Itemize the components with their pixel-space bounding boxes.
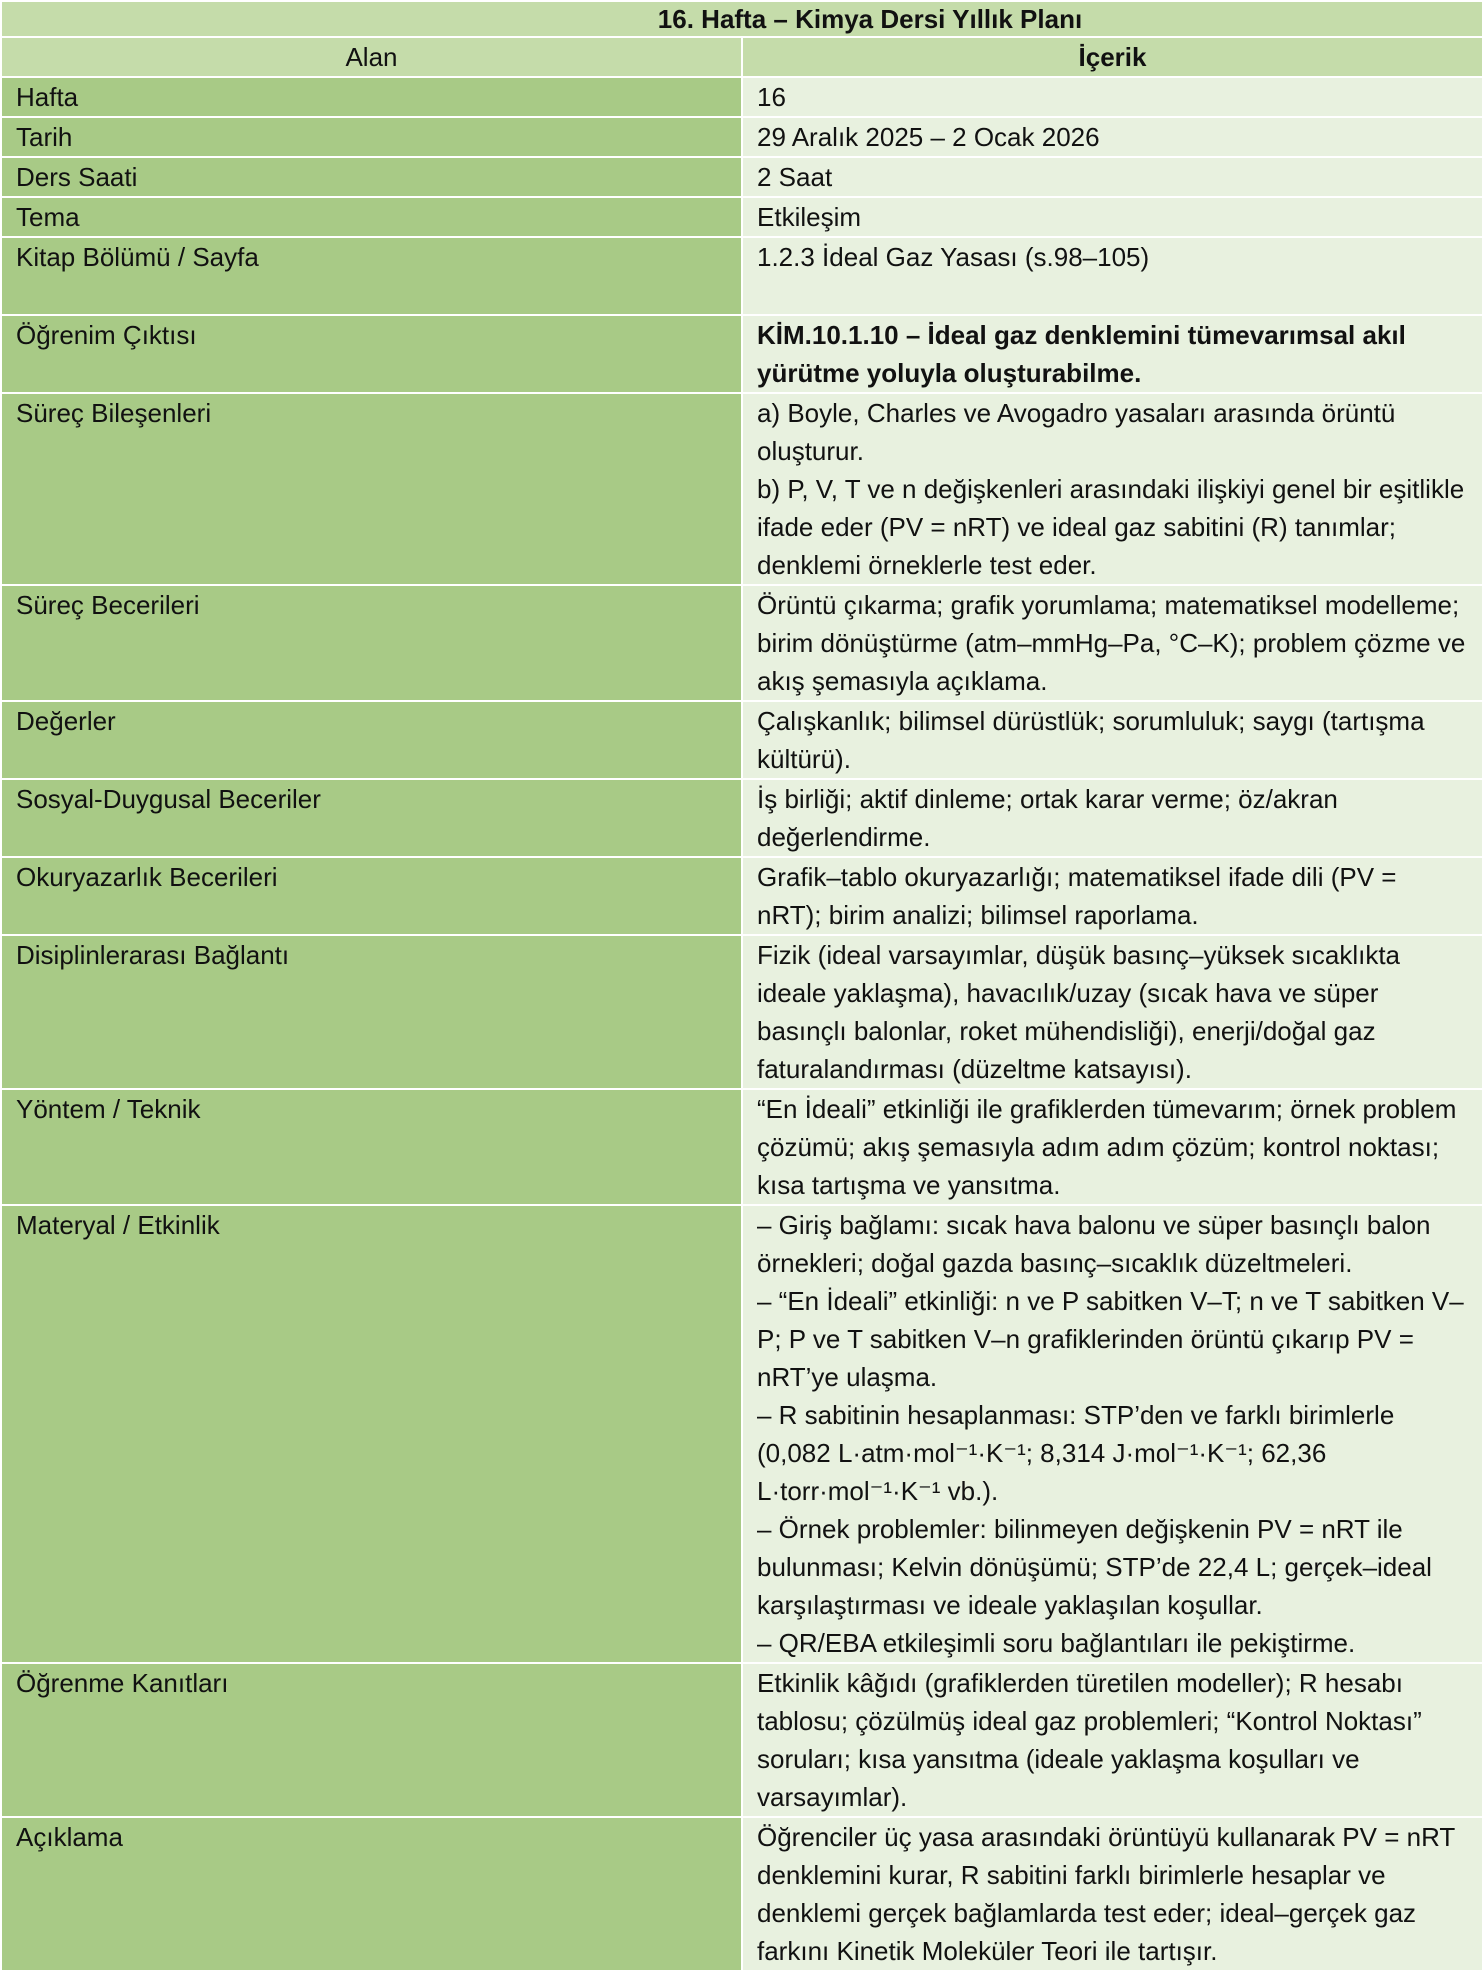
table-row bbox=[1, 157, 1483, 197]
row-value-degerler: Çalışkanlık; bilimsel dürüstlük; sorumluluk; saygı (tartışma kültürü). bbox=[742, 701, 1483, 779]
table-row bbox=[1, 935, 1483, 1089]
header-icerik: İçerik bbox=[742, 37, 1483, 77]
row-value-hafta: 16 bbox=[742, 77, 1483, 117]
row-label-surec-becerileri: Süreç Becerileri bbox=[1, 585, 742, 701]
row-value-sosyal: İş birliği; aktif dinleme; ortak karar verme; öz/akran değerlendirme. bbox=[742, 779, 1483, 857]
header-alan: Alan bbox=[1, 37, 742, 77]
table-row bbox=[1, 315, 1483, 393]
row-label-ders-saati: Ders Saati bbox=[1, 157, 742, 197]
row-label-surec-bilesenleri: Süreç Bileşenleri bbox=[1, 393, 742, 585]
row-label-yontem: Yöntem / Teknik bbox=[1, 1089, 742, 1205]
row-label-aciklama: Açıklama bbox=[1, 1817, 742, 1971]
row-label-tarih: Tarih bbox=[1, 117, 742, 157]
table-row bbox=[1, 117, 1483, 157]
table-row bbox=[1, 1817, 1483, 1971]
row-label-okuryazarlik: Okuryazarlık Becerileri bbox=[1, 857, 742, 935]
row-value-tarih: 29 Aralık 2025 – 2 Ocak 2026 bbox=[742, 117, 1483, 157]
row-value-surec-bilesenleri bbox=[742, 393, 1483, 585]
row-label-sosyal: Sosyal-Duygusal Beceriler bbox=[1, 779, 742, 857]
row-label-tema: Tema bbox=[1, 197, 742, 237]
list-item: a) Boyle, Charles ve Avogadro yasaları arasında örüntü oluşturur. bbox=[757, 398, 1396, 466]
list-item: – Giriş bağlamı: sıcak hava balonu ve süper basınçlı balon örnekleri; doğal gazda basınç–sıcaklık düzeltmeleri. bbox=[757, 1210, 1431, 1278]
table-row bbox=[1, 701, 1483, 779]
list-item: b) P, V, T ve n değişkenleri arasındaki ilişkiyi genel bir eşitlikle ifade eder (PV = nRT) ve ideal gaz sabitini (R) tanımlar; denklemi örneklerle test eder. bbox=[757, 474, 1465, 580]
row-label-ogrenim: Öğrenim Çıktısı bbox=[1, 315, 742, 393]
row-value-okuryazarlik: Grafik–tablo okuryazarlığı; matematiksel ifade dili (PV = nRT); birim analizi; bilimsel raporlama. bbox=[742, 857, 1483, 935]
row-value-yontem: “En İdeali” etkinliği ile grafiklerden tümevarım; örnek problem çözümü; akış şemasıyla adım adım çözüm; kontrol noktası; kısa tartışma ve yansıtma. bbox=[742, 1089, 1483, 1205]
row-value-tema: Etkileşim bbox=[742, 197, 1483, 237]
row-value-kanit: Etkinlik kâğıdı (grafiklerden türetilen modeller); R hesabı tablosu; çözülmüş ideal gaz problemleri; “Kontrol Noktası” soruları; kısa yansıtma (ideale yaklaşma koşulları ve varsayımlar). bbox=[742, 1663, 1483, 1817]
list-item: – “En İdeali” etkinliği: n ve P sabitken V–T; n ve T sabitken V–P; P ve T sabitken V–n grafiklerinden örüntü çıkarıp PV = nRT’ye ulaşma. bbox=[757, 1286, 1464, 1392]
row-value-ogrenim: KİM.10.1.10 – İdeal gaz denklemini tümevarımsal akıl yürütme yoluyla oluşturabilme. bbox=[742, 315, 1483, 393]
row-value-aciklama: Öğrenciler üç yasa arasındaki örüntüyü kullanarak PV = nRT denklemini kurar, R sabitini farklı birimlerle hesaplar ve denklemi gerçek bağlamlarda test eder; ideal–gerçek gaz farkını Kinetik Moleküler Teori ile tartışır. bbox=[742, 1817, 1483, 1971]
row-label-disiplin: Disiplinlerarası Bağlantı bbox=[1, 935, 742, 1089]
table-row bbox=[1, 1089, 1483, 1205]
table-row bbox=[1, 857, 1483, 935]
table-row bbox=[1, 1205, 1483, 1663]
table-row bbox=[1, 393, 1483, 585]
table-row bbox=[1, 77, 1483, 117]
table-row bbox=[1, 237, 1483, 315]
table-row bbox=[1, 585, 1483, 701]
list-item: – R sabitinin hesaplanması: STP’den ve farklı birimlerle (0,082 L·atm·mol⁻¹·K⁻¹; 8,314 J·mol⁻¹·K⁻¹; 62,36 L·torr·mol⁻¹·K⁻¹ vb.). bbox=[757, 1400, 1395, 1506]
list-item: – Örnek problemler: bilinmeyen değişkenin PV = nRT ile bulunması; Kelvin dönüşümü; STP’de 22,4 L; gerçek–ideal karşılaştırması ve ideale yaklaşılan koşullar. bbox=[757, 1514, 1432, 1620]
row-value-materyal bbox=[742, 1205, 1483, 1663]
table-row bbox=[1, 1663, 1483, 1817]
row-value-ders-saati: 2 Saat bbox=[742, 157, 1483, 197]
header-row bbox=[1, 37, 1483, 77]
row-label-materyal: Materyal / Etkinlik bbox=[1, 1205, 742, 1663]
list-item: – QR/EBA etkileşimli soru bağlantıları ile pekiştirme. bbox=[757, 1628, 1356, 1658]
row-label-kitap: Kitap Bölümü / Sayfa bbox=[1, 237, 742, 315]
table-row bbox=[1, 779, 1483, 857]
row-label-kanit: Öğrenme Kanıtları bbox=[1, 1663, 742, 1817]
title-row bbox=[1, 1, 1483, 37]
row-value-kitap: 1.2.3 İdeal Gaz Yasası (s.98–105) bbox=[742, 237, 1483, 315]
plan-title: 16. Hafta – Kimya Dersi Yıllık Planı bbox=[1, 1, 1483, 37]
table-row bbox=[1, 197, 1483, 237]
row-label-hafta: Hafta bbox=[1, 77, 742, 117]
row-label-degerler: Değerler bbox=[1, 701, 742, 779]
row-value-surec-becerileri: Örüntü çıkarma; grafik yorumlama; matematiksel modelleme; birim dönüştürme (atm–mmHg–Pa, °C–K); problem çözme ve akış şemasıyla açıklama. bbox=[742, 585, 1483, 701]
row-value-disiplin: Fizik (ideal varsayımlar, düşük basınç–yüksek sıcaklıkta ideale yaklaşma), havacılık/uzay (sıcak hava ve süper basınçlı balonlar, roket mühendisliği), enerji/doğal gaz faturalandırması (düzeltme katsayısı). bbox=[742, 935, 1483, 1089]
